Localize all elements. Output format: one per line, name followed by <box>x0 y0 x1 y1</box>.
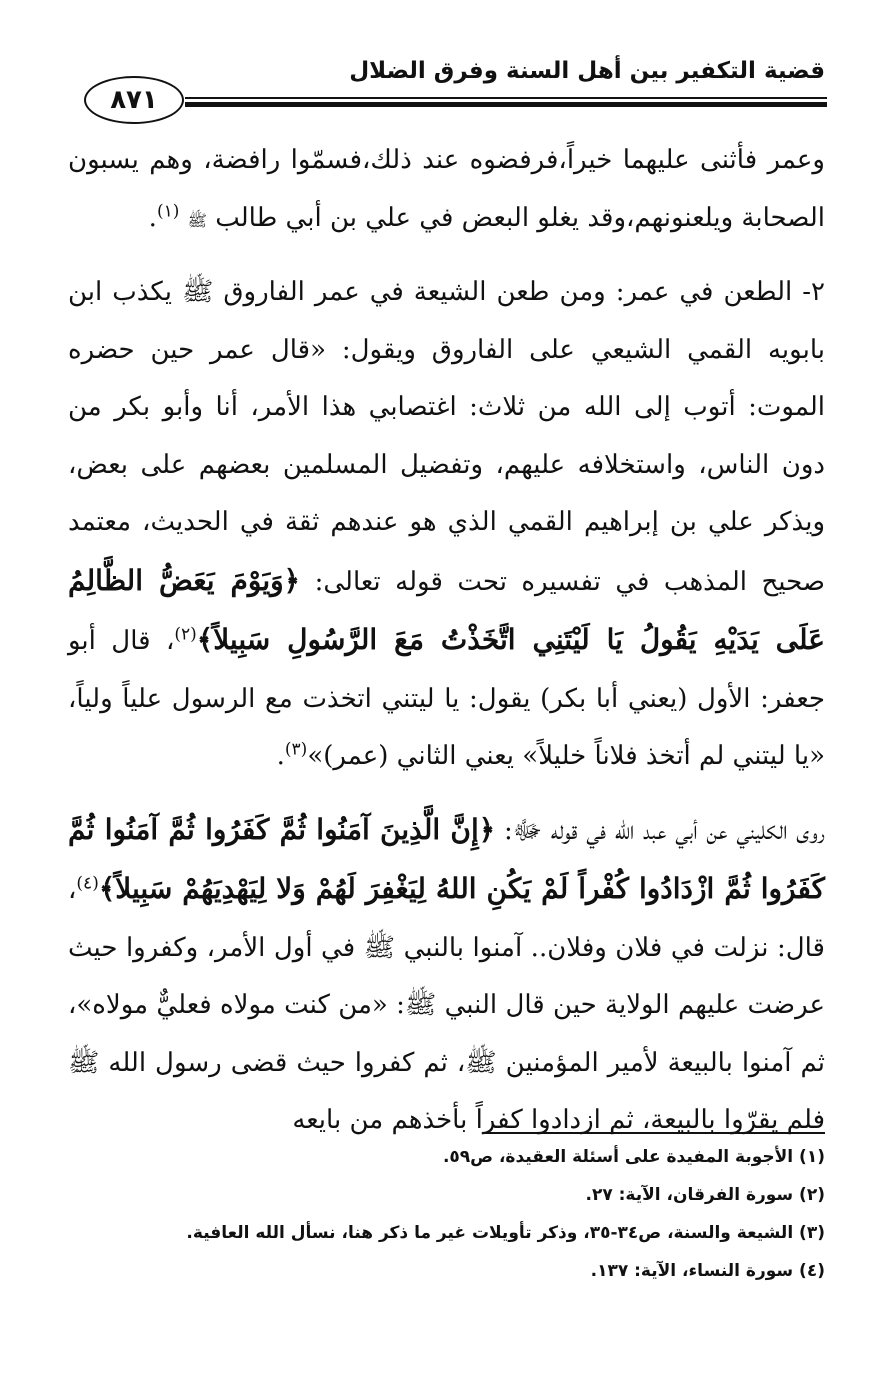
paragraph-1 <box>68 132 825 249</box>
paragraph-text: روى الكليني عن أبي عبد الله في قوله ﷻ: <box>503 815 826 846</box>
footnote-3: (٣) الشيعة والسنة، ص٣٤-٣٥، وذكر تأويلات غير ما ذكر هنا، نسأل الله العافية. <box>186 1223 825 1243</box>
sentence-end: . <box>148 202 157 233</box>
footnote-ref-3: (٣) <box>284 739 308 760</box>
paragraph-2 <box>68 264 825 786</box>
footnote-1: (١) الأجوبة المفيدة على أسئلة العقيدة، ص٥٩. <box>442 1147 825 1167</box>
paragraph-text-continued: ، قال: نزلت في فلان وفلان.. آمنوا بالنبي ﷺ في أول الأمر، وكفروا حيث عرضت عليهم الولاية حين قال النبي ﷺ: «من كنت مولاه فعليٌّ مولاه»، ثم آمنوا بالبيعة لأمير المؤمنين ﷺ، ثم كفروا حيث قضى رسول الله ﷺ فلم يقرّوا بالبيعة، ثم ازدادوا كفراً بأخذهم من بايعه <box>68 875 825 1135</box>
footnote-ref-4: (٤) <box>76 873 99 894</box>
paragraph-text-continued: ، قال أبو جعفر: الأول (يعني أبا بكر) يقول: يا ليتني اتخذت مع الرسول علياً ولياً، «يا ليتني لم أتخذ فلاناً خليلاً» يعني الثاني (عمر)» <box>68 626 825 771</box>
page-number: ٨٧١ <box>84 76 184 124</box>
footnote-ref-2: (٢) <box>174 624 197 645</box>
salutation-glyph: ﷺ <box>187 210 207 230</box>
footnote-4: (٤) سورة النساء، الآية: ١٣٧. <box>590 1261 825 1281</box>
header-rule-thick <box>185 102 827 107</box>
header-rule <box>185 97 827 99</box>
footnotes <box>68 1138 825 1290</box>
footnote-2: (٢) سورة الفرقان، الآية: ٢٧. <box>585 1185 825 1205</box>
sentence-end: . <box>276 741 285 771</box>
paragraph-3 <box>68 801 825 1150</box>
footnote-separator <box>482 1132 825 1134</box>
paragraph-text: وعمر فأثنى عليهما خيراً،فرفضوه عند ذلك،فسمّوا رافضة، وهم يسبون الصحابة ويلعنونهم،وقد يغلو البعض في علي بن أبي طالب <box>68 145 825 233</box>
paragraph-text: ٢- الطعن في عمر: ومن طعن الشيعة في عمر الفاروق ﷺ يكذب ابن بابويه القمي الشيعي على الفاروق ويقول: «قال عمر حين حضره الموت: أتوب إلى الله من ثلاث: اغتصابي هذا الأمر، أنا وأبو بكر من دون الناس، واستخلافه عليهم، وتفضيل المسلمين بعضهم على بعض، ويذكر علي بن إبراهيم القمي الذي هو عندهم ثقة في الحديث، معتمد صحيح المذهب في تفسيره تحت قوله تعالى: <box>68 277 825 597</box>
main-text <box>68 132 825 1150</box>
running-header-title: قضية التكفير بين أهل السنة وفرق الضلال <box>349 58 825 84</box>
footnote-ref-1: (١) <box>156 200 180 221</box>
quran-verse: ﴿إِنَّ الَّذِينَ آمَنُوا ثُمَّ كَفَرُوا ثُمَّ آمَنُوا ثُمَّ كَفَرُوا ثُمَّ ازْدَادُوا كُفْراً لَمْ يَكُنِ اللهُ لِيَغْفِرَ لَهُمْ وَلا لِيَهْدِيَهُمْ سَبِيلاً﴾ <box>68 812 825 905</box>
quran-verse: ﴿وَيَوْمَ يَعَضُّ الظَّالِمُ عَلَى يَدَيْهِ يَقُولُ يَا لَيْتَنِي اتَّخَذْتُ مَعَ الرَّسُولِ سَبِيلاً﴾ <box>68 563 825 656</box>
